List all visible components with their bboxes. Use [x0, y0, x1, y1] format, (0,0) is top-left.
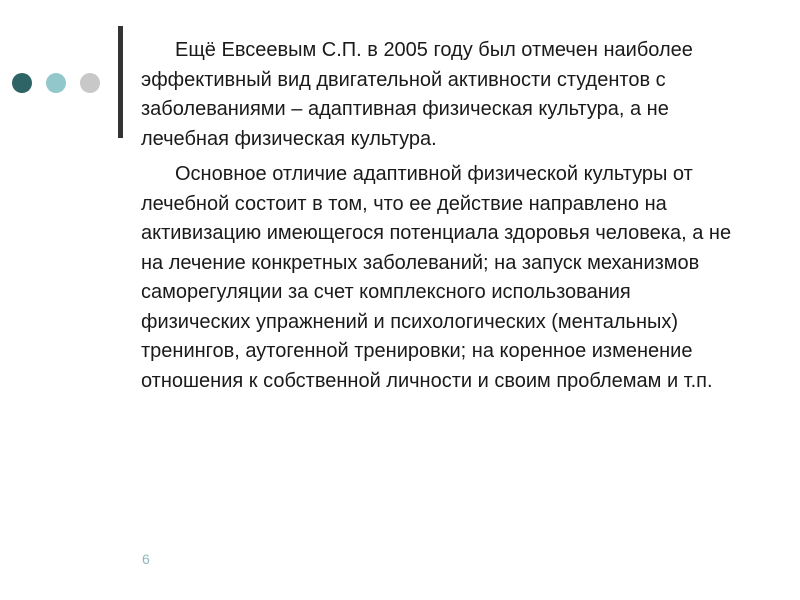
page-number: 6: [142, 551, 150, 567]
decorative-dot-gray: [80, 73, 100, 93]
paragraph-1: Ещё Евсеевым С.П. в 2005 году был отмечен наиболее эффективный вид двигательной активности студентов с заболеваниями – адаптивная физическая культура, а не лечебная физическая культура.: [141, 39, 693, 150]
paragraph-2: Основное отличие адаптивной физической культуры от лечебной состоит в том, что ее действие направлено на активизацию имеющегося потенциала здоровья человека, а не на лечение конкретных заболеваний; на запуск механизмов саморегуляции за счет комплексного использования физических упражнений и психологических (ментальных) тренингов, аутогенной тренировки; на коренное изменение отношения к собственной личности и своим проблемам и т.п.: [141, 163, 732, 392]
slide-text-body: [141, 36, 741, 396]
decorative-dot-dark: [12, 73, 32, 93]
vertical-divider-bar: [118, 26, 123, 138]
decorative-dot-light: [46, 73, 66, 93]
